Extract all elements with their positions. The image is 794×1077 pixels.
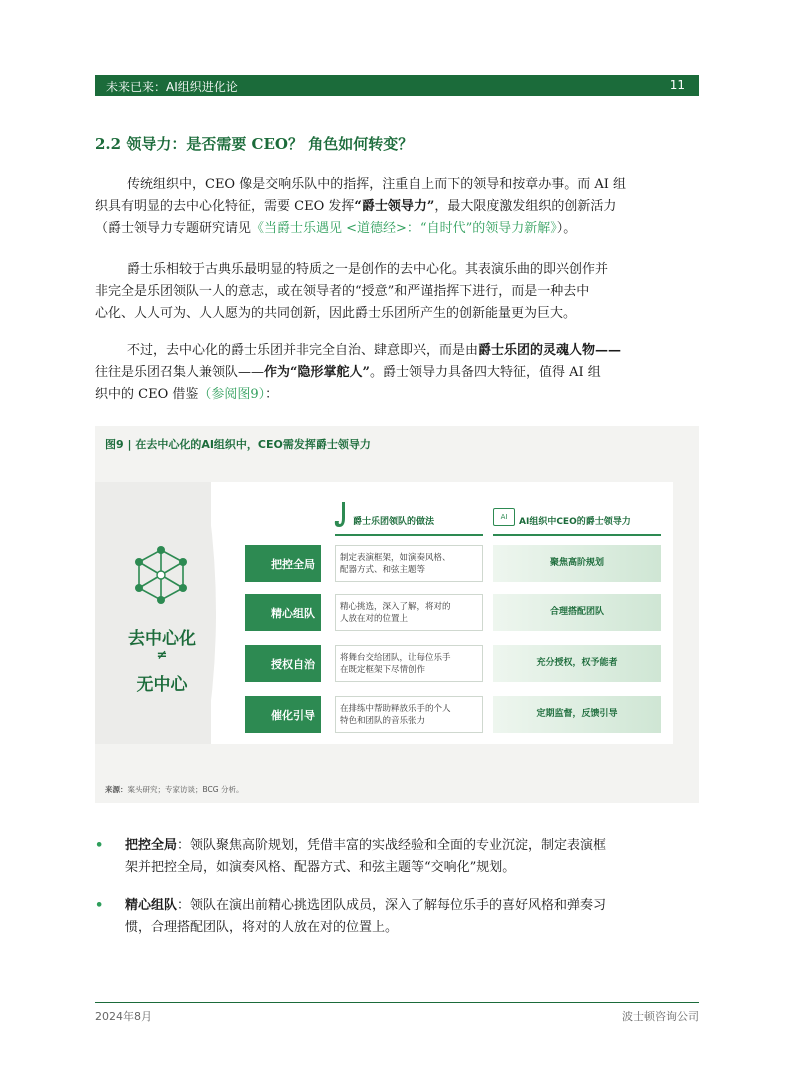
running-header [95, 75, 699, 96]
left-text-line1: 去中心化 [128, 629, 196, 649]
row-result-catalyze: 定期监督，反馈引导 [493, 696, 661, 733]
paragraph-1 [95, 174, 699, 240]
row-desc-team: 精心挑选，深入了解，将对的 人放在对的位置上 [335, 594, 483, 631]
jazz-leadership-term: “爵士领导力” [354, 199, 435, 214]
para1-line2: 织具有明显的去中心化特征，需要 CEO 发挥“爵士领导力”，最大限度激发组织的创新活力 [95, 199, 617, 214]
para2-line3: 心化、人人可为、人人愿为的共同创新，因此爵士乐团所产生的创新能量更为巨大。 [95, 306, 577, 321]
para3-line2: 往往是乐团召集人兼领队——作为“隐形掌舵人”。爵士领导力具备四大特征，值得 AI 组 [95, 365, 601, 380]
paragraph-2 [95, 259, 699, 325]
column-rule-2 [493, 534, 661, 536]
row-desc-catalyze: 在排练中帮助释放乐手的个人 特色和团队的音乐张力 [335, 696, 483, 733]
column-header-jazz: 爵士乐团领队的做法 [353, 517, 435, 527]
network-icon [125, 544, 197, 606]
row-result-team: 合理搭配团队 [493, 594, 661, 631]
row-tag-catalyze: 催化引导 [245, 696, 321, 733]
footer-date: 2024年8月 [95, 1010, 152, 1023]
saxophone-icon [333, 500, 351, 530]
left-curve-shape [95, 482, 235, 744]
left-text-line3: 无中心 [136, 675, 188, 695]
column-rule-1 [335, 534, 483, 536]
row-desc-autonomy: 将舞台交给团队，让每位乐手 在既定框架下尽情创作 [335, 645, 483, 682]
row-tag-team: 精心组队 [245, 594, 321, 631]
row-result-autonomy: 充分授权，权予能者 [493, 645, 661, 682]
row-desc-control: 制定表演框架，如演奏风格、 配器方式、和弦主题等 [335, 545, 483, 582]
para2-line1: 爵士乐相较于古典乐最明显的特质之一是创作的去中心化。其表演乐曲的即兴创作并 [127, 262, 609, 277]
not-equal-sign: ≠ [156, 648, 168, 663]
paragraph-3 [95, 340, 699, 406]
para1-line1: 传统组织中，CEO 像是交响乐队中的指挥，注重自上而下的领导和按章办事。而 AI 组 [127, 177, 627, 192]
row-tag-autonomy: 授权自治 [245, 645, 321, 682]
figure-title: 图9 | 在去中心化的AI组织中，CEO需发挥爵士领导力 [105, 438, 371, 451]
footer-org: 波士顿咨询公司 [622, 1010, 699, 1023]
figure-source: 来源：案头研究；专家访谈；BCG 分析。 [105, 785, 244, 794]
reference-link[interactable]: 《当爵士乐遇见 <道德经>：“自时代”的领导力新解》 [251, 221, 557, 236]
figure-reference-link[interactable]: （参阅图9） [198, 387, 266, 402]
figure-9 [95, 426, 699, 803]
para3-line1: 不过，去中心化的爵士乐团并非完全自治、肆意即兴，而是由爵士乐团的灵魂人物—— [127, 343, 622, 358]
row-tag-control: 把控全局 [245, 545, 321, 582]
footer-rule [95, 1002, 699, 1003]
para3-line3: 织中的 CEO 借鉴（参阅图9）： [95, 387, 279, 402]
header-title: 未来已来：AI组织进化论 [106, 80, 238, 94]
column-header-ai: AI组织中CEO的爵士领导力 [519, 517, 631, 527]
ai-chip-icon: AI [493, 508, 515, 526]
page-number: 11 [669, 78, 685, 92]
row-result-control: 聚焦高阶规划 [493, 545, 661, 582]
section-title: 2.2 领导力：是否需要 CEO？ 角色如何转变？ [95, 135, 414, 153]
bullet-icon: • [95, 898, 104, 913]
para1-line3: （爵士领导力专题研究请见《当爵士乐遇见 <道德经>：“自时代”的领导力新解》）。 [95, 221, 577, 236]
para2-line2: 非完全是乐团领队一人的意志，或在领导者的“授意”和严谨指挥下进行，而是一种去中 [95, 284, 590, 299]
bullet-icon: • [95, 838, 104, 853]
